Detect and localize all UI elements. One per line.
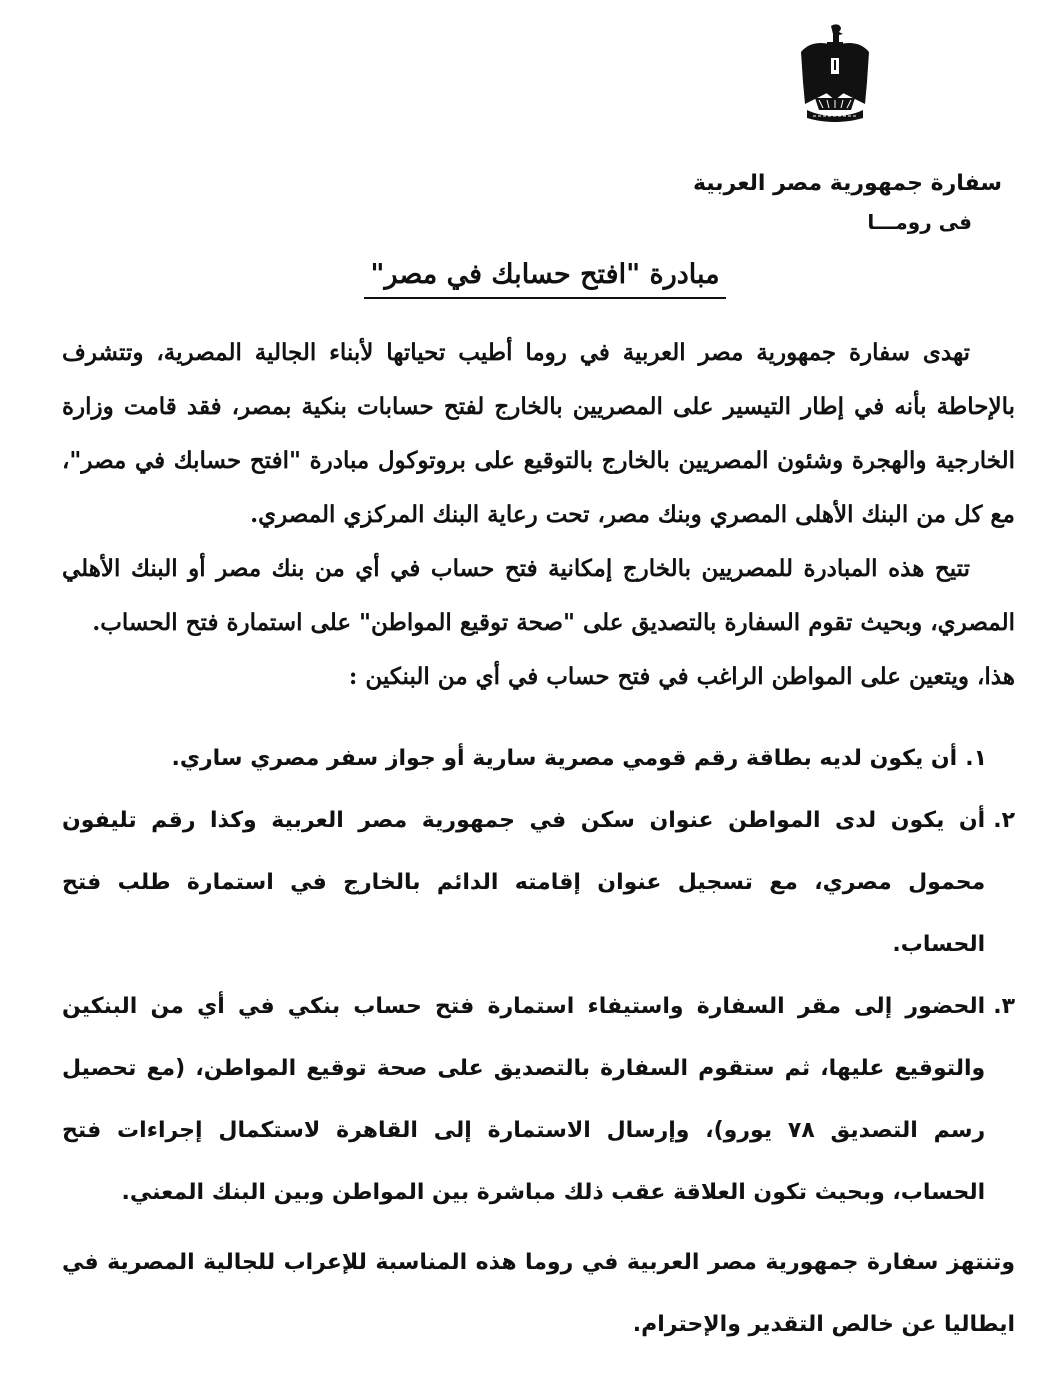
embassy-city: فى رومـــا <box>867 210 972 234</box>
eagle-emblem-icon <box>795 22 875 122</box>
requirements-intro: هذا، ويتعين على المواطن الراغب في فتح حساب في أي من البنكين : <box>348 663 1015 690</box>
requirement-item <box>62 790 1015 976</box>
paragraph-initiative: تتيح هذه المبادرة للمصريين بالخارج إمكانية فتح حساب في أي من بنك مصر أو البنك الأهلي المصري، وبحيث تقوم السفارة بالتصديق على "صحة توقيع المواطن" على استمارة فتح الحساب. <box>62 555 1015 636</box>
requirement-item <box>62 728 1015 790</box>
requirement-text: أن يكون لدى المواطن عنوان سكن في جمهورية مصر العربية وكذا رقم تليفون محمول مصري، مع تسجيل عنوان إقامته الدائم بالخارج في استمارة طلب فتح الحساب. <box>62 808 986 957</box>
requirement-number: ٢. <box>993 808 1015 833</box>
embassy-name: سفارة جمهورية مصر العربية <box>692 171 1002 196</box>
requirements-list <box>62 728 1015 1224</box>
requirement-item <box>62 976 1015 1224</box>
document-body <box>62 326 1015 1356</box>
requirement-number: ٣. <box>993 994 1015 1019</box>
paragraph-intro: تهدى سفارة جمهورية مصر العربية في روما أطيب تحياتها لأبناء الجالية المصرية، وتتشرف بالإحاطة بأنه في إطار التيسير على المصريين بالخارج لفتح حسابات بنكية بمصر، فقد قامت وزارة الخارجية والهجرة وشئون المصريين بالخارج بالتوقيع على بروتوكول مبادرة "افتح حسابك في مصر"، مع كل من البنك الأهلى المصري وبنك مصر، تحت رعاية البنك المركزي المصري. <box>62 339 1015 528</box>
requirement-number: ١. <box>965 746 987 771</box>
document-title <box>0 255 1060 299</box>
requirement-text: أن يكون لديه بطاقة رقم قومي مصرية سارية أو جواز سفر مصري ساري. <box>171 746 958 771</box>
title-text: مبادرة "افتح حسابك في مصر" <box>364 255 725 299</box>
requirement-text: الحضور إلى مقر السفارة واستيفاء استمارة فتح حساب بنكي في أي من البنكين والتوقيع عليها، ثم ستقوم السفارة بالتصديق على صحة توقيع المواطن، (مع تحصيل رسم التصديق ٧٨ يورو)، وإرسال الاستمارة إلى القاهرة لاستكمال إجراءات فتح الحساب، وبحيث تكون العلاقة عقب ذلك مباشرة بين المواطن وبين البنك المعني. <box>62 994 986 1205</box>
closing-paragraph: وتنتهز سفارة جمهورية مصر العربية في روما هذه المناسبة للإعراب للجالية المصرية في ايطاليا عن خالص التقدير والإحترام. <box>62 1250 1015 1337</box>
